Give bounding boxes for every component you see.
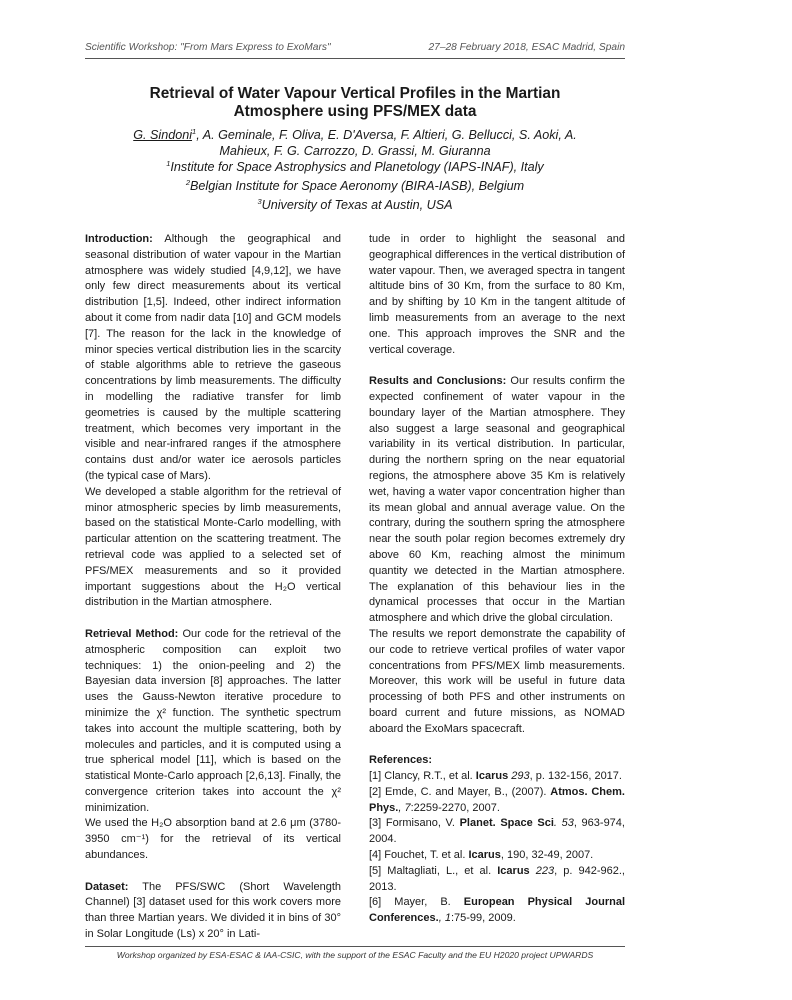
affiliations (85, 156, 625, 214)
method-paragraph-2: We used the H₂O absorption band at 2.6 μm (3780-3950 cm⁻¹) for the retrieval of its vertical abundances. (85, 817, 341, 862)
authors-rest-1: , A. Geminale, F. Oliva, E. D'Aversa, F. Altieri, G. Bellucci, S. Aoki, A. (196, 128, 577, 143)
dataset-paragraph-continued: tude in order to highlight the seasonal and geographical differences in the vertical distribution of water vapour. Then, we averaged spectra in tangent altitude bins of 30 Km, from the surface to 80 Km, and by shifting by 10 Km in the tangent altitude of limb measurements from an average to the next one. This approach improves the SNR and the vertical coverage. (369, 233, 626, 356)
title-line-1: Retrieval of Water Vapour Vertical Profiles in the Martian (149, 85, 561, 102)
affiliation-3: $^3$University of Texas at Austin, USA (257, 197, 453, 213)
authors-line-1: G. Sindoni$^1$, A. Geminale, F. Oliva, E. D'Aversa, F. Altieri, G. Bellucci, S. Aoki, A. (133, 127, 577, 143)
results-paragraph-2: The results we report demonstrate the capability of our code to retrieve vertical profiles of water vapor concentrations from PFS/MEX limb measurements. Moreover, this work will be useful in future data processing of both PFS and other instruments on board current and future missions, as NOMAD aboard the ExoMars spacecraft. (369, 627, 625, 735)
reference-4: [4] Fouchet, T. et al. Icarus, 190, 32-49, 2007. (369, 849, 594, 862)
reference-6: [6] Mayer, B. European Physical Journal Conferences., 1:75-99, 2009. (369, 896, 625, 925)
footer-rule (85, 946, 625, 947)
header-workshop: Scientific Workshop: "From Mars Express to ExoMars" (85, 42, 331, 53)
method-heading: Retrieval Method: (85, 627, 179, 640)
dataset-heading: Dataset: (85, 880, 129, 893)
results-heading: Results and Conclusions: (369, 375, 507, 388)
reference-2: [2] Emde, C. and Mayer, B., (2007). Atmos. Chem. Phys., 7:2259-2270, 2007. (369, 785, 625, 814)
reference-5: [5] Maltagliati, L., et al. Icarus 223, p. 942-962., 2013. (369, 864, 625, 893)
method-paragraph-1: Retrieval Method: Our code for the retrieval of the atmospheric composition can exploit two techniques: 1) the onion-peeling and 2) the Bayesian data inversion [8] approaches. The latter uses the Gauss-Newton iterative procedure to minimize the χ² function. The synthetic spectrum takes into account the multiple scattering, both by molecules and particles, and it is computed using a true spherical model [11], which is based on the statistical Monte-Carlo approach [2,6,13]. Finally, the convergence criterion takes into account the χ² minimization. (85, 627, 341, 814)
authors-line-2: Mahieux, F. G. Carrozzo, D. Grassi, M. Giuranna (219, 144, 491, 159)
running-header (85, 42, 625, 53)
right-column (369, 232, 625, 927)
first-author: G. Sindoni (133, 128, 193, 143)
header-rule (85, 58, 625, 59)
introduction-heading: Introduction: (85, 233, 153, 245)
references-heading: References: (369, 754, 432, 767)
reference-3: [3] Formisano, V. Planet. Space Sci. 53, 963-974, 2004. (369, 817, 625, 846)
introduction-paragraph-1: Introduction: Although the geographical and seasonal distribution of water vapour in the Martian atmosphere was widely studied [4,9,12], we have only few direct measurements about its vertical distribution [1,5]. Indeed, other indirect information about it come from nadir data [10] and GCM models [7]. The reason for the lack in the knowledge of minor species vertical distribution lies in the scarcity of stable algorithms able to retrieve the gaseous concentrations by limb measurements. The difficulty in modelling the radiative transfer for limb geometries is caused by the multiple scattering treatment, which becomes very important in the visible and near-infrared ranges if the atmosphere contains dust and/or water ice aerosols particles (the typical case of Mars). (85, 233, 341, 482)
dataset-paragraph-start: Dataset: The PFS/SWC (Short Wavelength Channel) [3] dataset used for this work covers more than three Martian years. We divided it in bins of 30° in Solar Longitude (Ls) x 20° in Lati- (85, 880, 341, 941)
affiliation-1: $^1$Institute for Space Astrophysics and Planetology (IAPS-INAF), Italy (166, 159, 544, 175)
affiliation-2: $^2$Belgian Institute for Space Aeronomy (BIRA-IASB), Belgium (185, 178, 525, 194)
title-line-2: Atmosphere using PFS/MEX data (233, 103, 477, 120)
page-footer: Workshop organized by ESA-ESAC & IAA-CSIC, with the support of the ESAC Faculty and the EU H2020 project UPWARDS (116, 950, 594, 960)
left-column (85, 232, 341, 943)
author-list (85, 124, 625, 159)
introduction-paragraph-2: We developed a stable algorithm for the retrieval of minor atmospheric species by limb measurements, based on the statistical Monte-Carlo modelling, with particular attention on the scattering treatment. The retrieval code was applied to a selected set of PFS/MEX measurements and so it provided important suggestions about the H₂O vertical distribution in the Martian atmosphere. (85, 485, 341, 609)
reference-1: [1] Clancy, R.T., et al. Icarus 293, p. 132-156, 2017. (369, 770, 622, 783)
paper-title (85, 85, 625, 121)
results-paragraph-1: Results and Conclusions: Our results confirm the expected confinement of water vapour in the boundary layer of the Martian atmosphere. They also suggest a large seasonal and geographical variability in its vertical distribution. In particular, during the northern spring on the near equatorial regions, the atmosphere above 35 Km is relatively wet, having a water vapor concentration higher than its mean global and annual average value. On the contrary, during the southern spring the atmosphere near the south polar region becomes extremely dry above 60 Km, reaching almost the minimum quantity we detected in the Martian atmosphere. The explanation of this behaviour lies in the dynamical processes that occur in the Martian atmosphere and which drive the global circulation. (369, 375, 625, 625)
header-date-place: 27–28 February 2018, ESAC Madrid, Spain (428, 42, 625, 53)
